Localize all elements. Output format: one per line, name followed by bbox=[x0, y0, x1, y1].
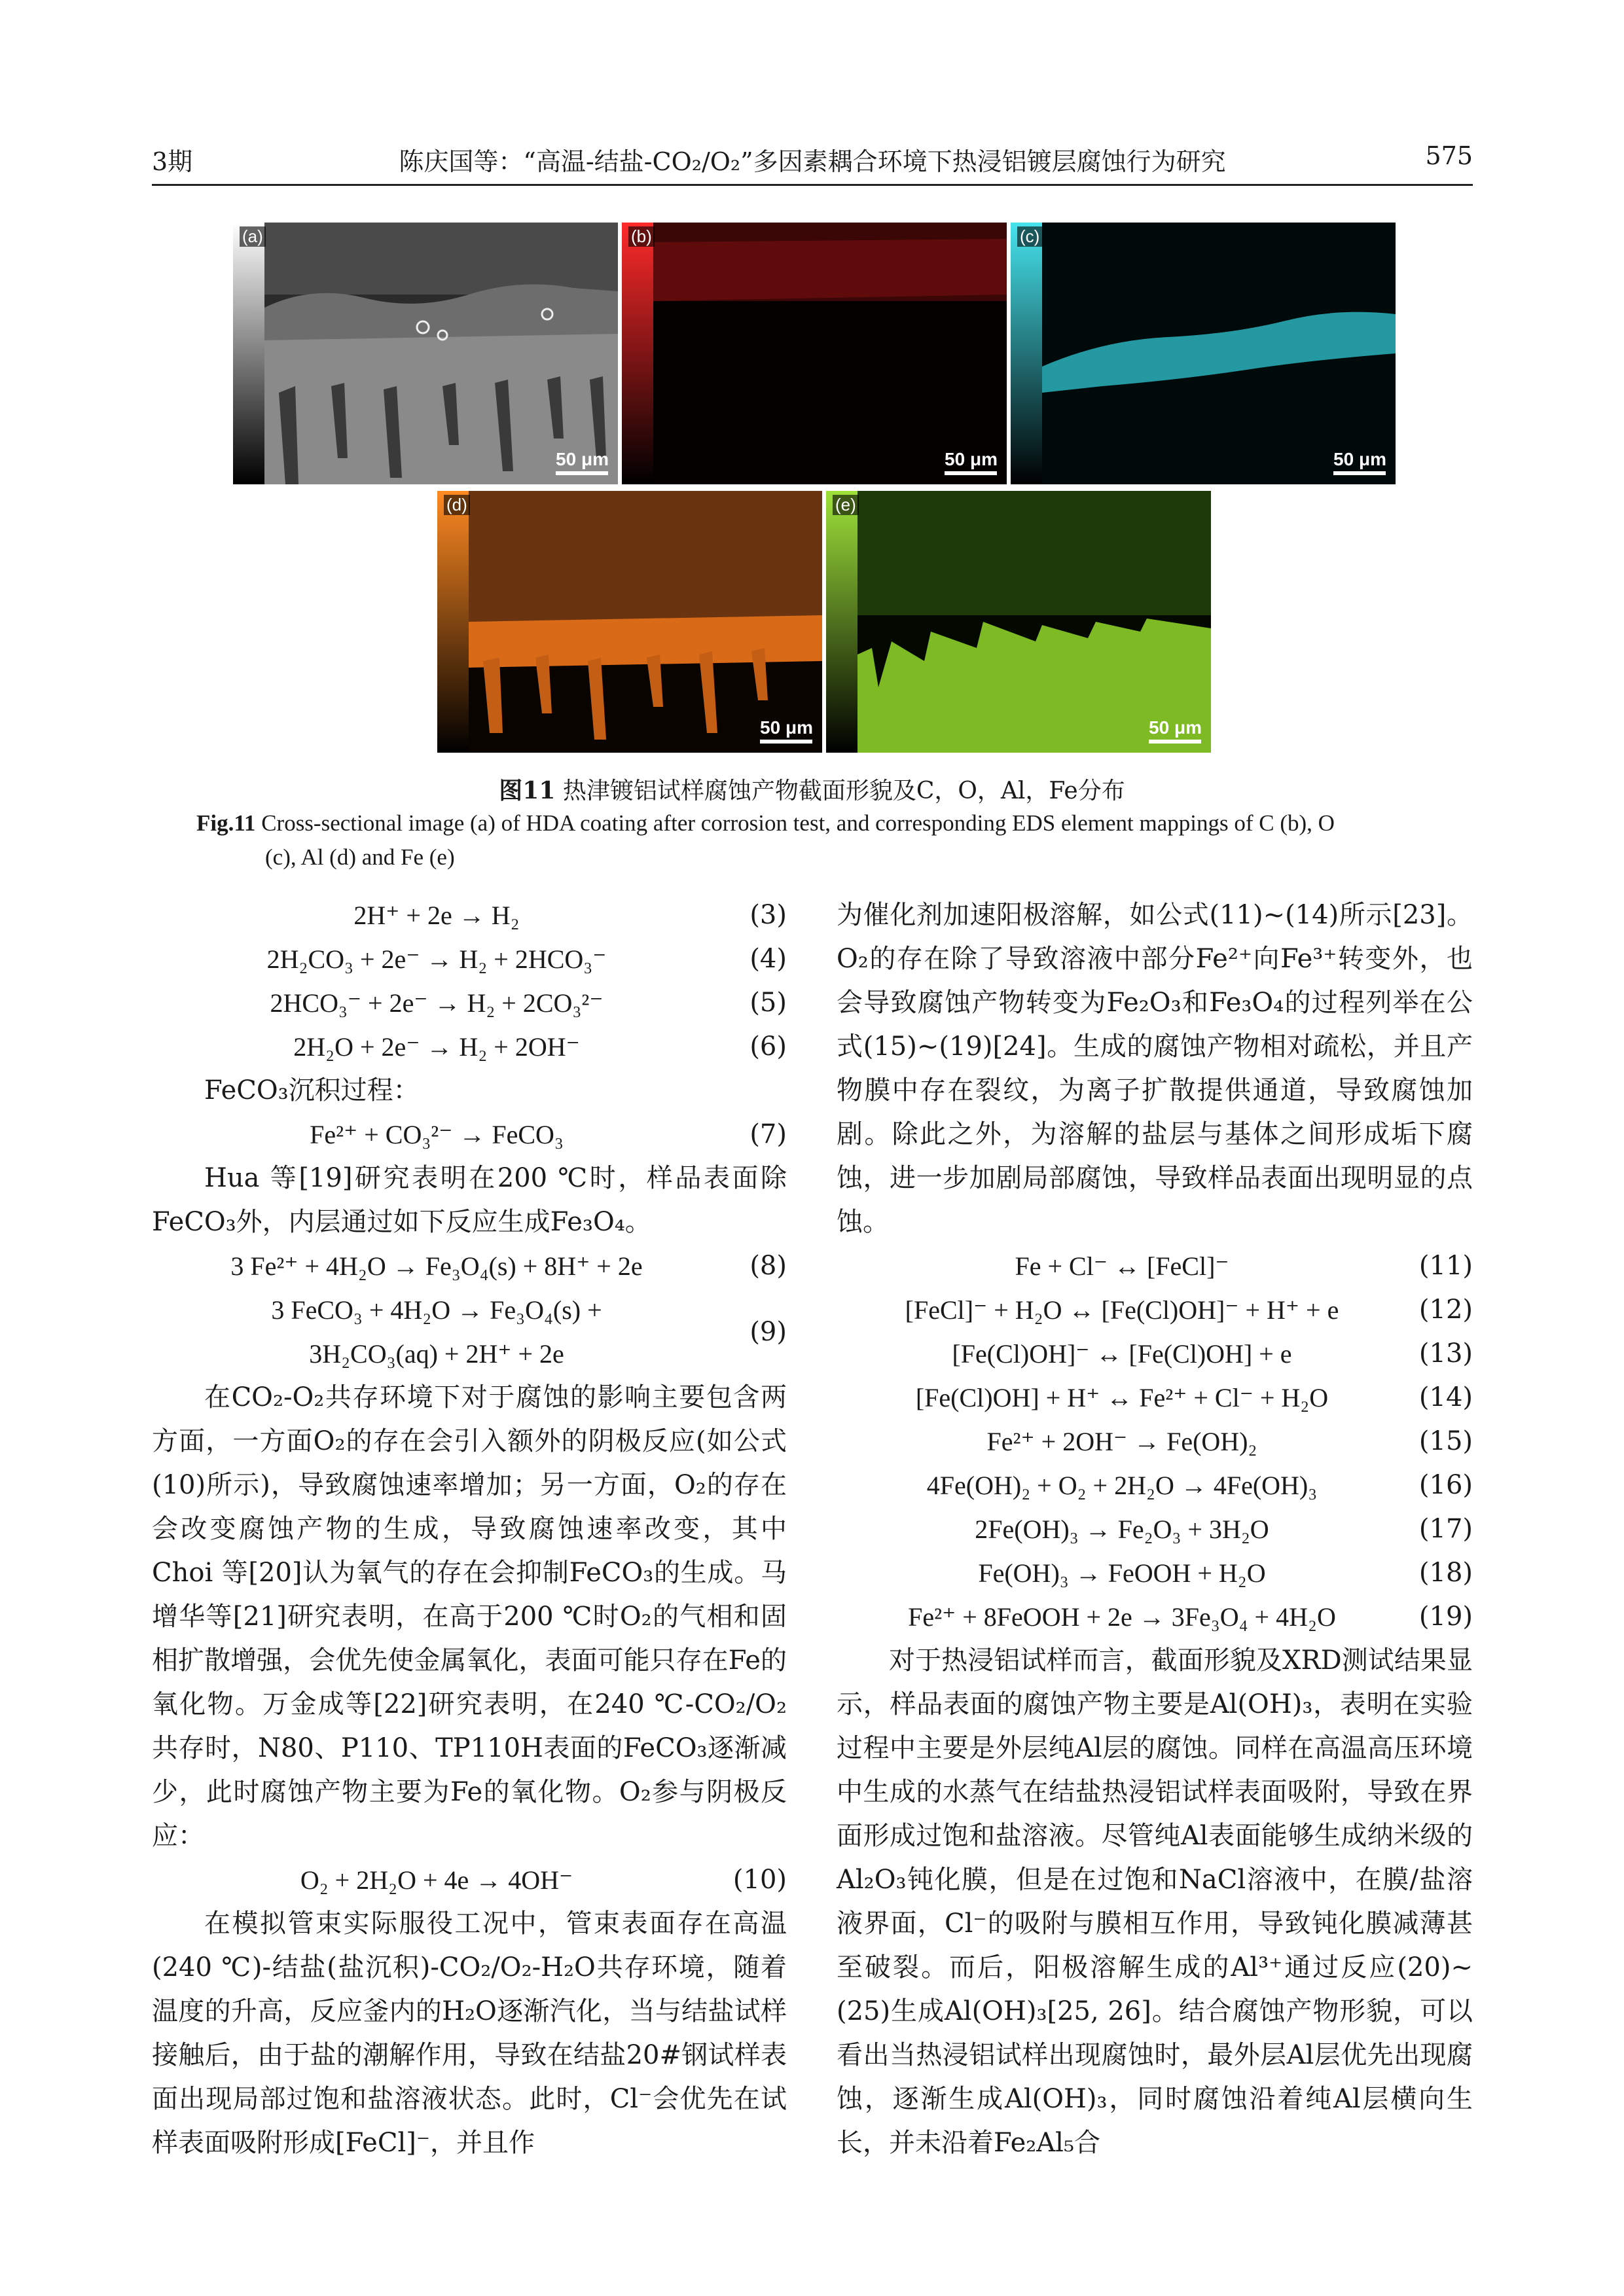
equation-4: 2H₂CO₃ + 2e⁻ → H₂ + 2HCO₃⁻ (4) bbox=[266, 944, 787, 974]
eds-map-fe bbox=[826, 491, 1211, 753]
equation-5: 2HCO₃⁻ + 2e⁻ → H₂ + 2CO₃²⁻ (5) bbox=[270, 988, 787, 1018]
paragraph: 对于热浸铝试样而言，截面形貌及XRD测试结果显示，样品表面的腐蚀产物主要是Al(OH)₃，表明在实验过程中主要是外层纯Al层的腐蚀。同样在高温高压环境中生成的水蒸气在结盐热浸铝试样表面吸附，导致在界面形成过饱和盐溶液。尽管纯Al表面能够生成纳米级的Al₂O₃钝化膜，但是在过饱和NaCl溶液中，在膜/盐溶液界面，Cl⁻的吸附与膜相互作用，导致钝化膜减薄甚至破裂。而后，阳极溶解生成的Al³⁺通过反应(20)~(25)生成Al(OH)₃[25, 26]。结合腐蚀产物形貌，可以看出当热浸铝试样出现腐蚀时，最外层Al层优先出现腐蚀，逐渐生成Al(OH)₃，同时腐蚀沿着纯Al层横向生长，并未沿着Fe₂Al₅合 bbox=[837, 1645, 1473, 2158]
panel-label: (b) bbox=[628, 226, 655, 247]
equation-7: Fe²⁺ + CO₃²⁻ → FeCO₃ (7) bbox=[310, 1119, 787, 1149]
scale-bar: 50 μm bbox=[1149, 717, 1202, 744]
eds-map-o bbox=[1011, 223, 1396, 484]
scale-bar: 50 μm bbox=[760, 717, 813, 744]
page-number: 575 bbox=[1425, 141, 1473, 170]
panel-label: (c) bbox=[1017, 226, 1042, 247]
eds-map-c bbox=[622, 223, 1007, 484]
issue-number: 3期 bbox=[152, 147, 193, 176]
panel-label: (a) bbox=[240, 226, 266, 247]
equation-17: 2Fe(OH)₃ → Fe₂O₃ + 3H₂O (17) bbox=[975, 1514, 1473, 1544]
figure-panel-d bbox=[437, 491, 822, 753]
eds-map-al bbox=[437, 491, 822, 753]
paragraph: Hua 等[19]研究表明在200 ℃时，样品表面除FeCO₃外，内层通过如下反应生成Fe₃O₄。 bbox=[152, 1163, 787, 1237]
equation-14: [Fe(Cl)OH] + H⁺ ↔ Fe²⁺ + Cl⁻ + H₂O (14) bbox=[915, 1382, 1473, 1412]
paragraph: FeCO₃沉积过程： bbox=[204, 1075, 420, 1105]
equation-18: Fe(OH)₃ → FeOOH + H₂O (18) bbox=[978, 1558, 1473, 1588]
running-header bbox=[152, 139, 1473, 178]
equation-9: 3 FeCO₃ + 4H₂O → Fe₃O₄(s) + 3H₂CO₃(aq) + 2H⁺ + 2e (9) bbox=[271, 1295, 787, 1369]
scale-bar: 50 μm bbox=[945, 449, 998, 475]
panel-label: (e) bbox=[833, 495, 859, 515]
figure-panel-c bbox=[1011, 223, 1396, 484]
equation-19: Fe²⁺ + 8FeOOH + 2e → 3Fe₃O₄ + 4H₂O (19) bbox=[908, 1602, 1473, 1632]
right-column bbox=[837, 893, 1473, 2165]
figure-panel-b bbox=[622, 223, 1007, 484]
figure-panel-a bbox=[233, 223, 618, 484]
equation-3: 2H⁺ + 2e → H₂ (3) bbox=[353, 900, 787, 930]
equation-11: Fe + Cl⁻ ↔ [FeCl]⁻ (11) bbox=[1015, 1251, 1473, 1281]
figure-panel-e bbox=[826, 491, 1211, 753]
equation-13: [Fe(Cl)OH]⁻ ↔ [Fe(Cl)OH] + e (13) bbox=[952, 1338, 1473, 1369]
equation-16: 4Fe(OH)₂ + O₂ + 2H₂O → 4Fe(OH)₃ (16) bbox=[926, 1470, 1473, 1500]
paragraph: 为催化剂加速阳极溶解，如公式(11)~(14)所示[23]。O₂的存在除了导致溶液中部分Fe²⁺向Fe³⁺转变外，也会导致腐蚀产物转变为Fe₂O₃和Fe₃O₄的过程列举在公式(15)~(19)[24]。生成的腐蚀产物相对疏松，并且产物膜中存在裂纹，为离子扩散提供通道，导致腐蚀加剧。除此之外，为溶解的盐层与基体之间形成垢下腐蚀，进一步加剧局部腐蚀，导致样品表面出现明显的点蚀。 bbox=[837, 900, 1473, 1237]
equation-12: [FeCl]⁻ + H₂O ↔ [Fe(Cl)OH]⁻ + H⁺ + e (12) bbox=[905, 1295, 1473, 1325]
panel-label: (d) bbox=[444, 495, 470, 515]
equation-6: 2H₂O + 2e⁻ → H₂ + 2OH⁻ (6) bbox=[293, 1031, 787, 1062]
equation-15: Fe²⁺ + 2OH⁻ → Fe(OH)₂ (15) bbox=[986, 1426, 1473, 1456]
running-title: 陈庆国等：“高温-结盐-CO₂/O₂”多因素耦合环境下热浸铝镀层腐蚀行为研究 bbox=[399, 147, 1226, 176]
figure-caption-en: Fig.11 Cross-sectional image (a) of HDA coating after corrosion test, and corresponding EDS element mappings of C (b), O (c), Al (d) and Fe (e) bbox=[196, 810, 1335, 870]
scale-bar: 50 μm bbox=[1333, 449, 1386, 475]
equation-10: O₂ + 2H₂O + 4e → 4OH⁻ (10) bbox=[300, 1865, 787, 1895]
equation-8: 3 Fe²⁺ + 4H₂O → Fe₃O₄(s) + 8H⁺ + 2e (8) bbox=[230, 1251, 787, 1281]
figure-caption-cn: 图11 热津镀铝试样腐蚀产物截面形貌及C，O，Al，Fe分布 bbox=[499, 777, 1125, 804]
sem-image bbox=[233, 223, 618, 484]
left-column bbox=[152, 893, 787, 2165]
paragraph: 在模拟管束实际服役工况中，管束表面存在高温(240 ℃)-结盐(盐沉积)-CO₂/O₂-H₂O共存环境，随着温度的升高，反应釜内的H₂O逐渐汽化，当与结盐试样接触后，由于盐的潮解作用，导致在结盐20#钢试样表面出现局部过饱和盐溶液状态。此时，Cl⁻会优先在试样表面吸附形成[FeCl]⁻，并且作 bbox=[152, 1909, 787, 2158]
paragraph: 在CO₂-O₂共存环境下对于腐蚀的影响主要包含两方面，一方面O₂的存在会引入额外的阴极反应(如公式(10)所示)，导致腐蚀速率增加；另一方面，O₂的存在会改变腐蚀产物的生成，导致腐蚀速率改变，其中Choi 等[20]认为氧气的存在会抑制FeCO₃的生成。马增华等[21]研究表明，在高于200 ℃时O₂的气相和固相扩散增强，会优先使金属氧化，表面可能只存在Fe的氧化物。万金成等[22]研究表明，在240 ℃-CO₂/O₂共存时，N80、P110、TP110H表面的FeCO₃逐渐减少，此时腐蚀产物主要为Fe的氧化物。O₂参与阴极反应： bbox=[152, 1382, 787, 1851]
scale-bar: 50 μm bbox=[556, 449, 609, 475]
header-rule bbox=[152, 184, 1473, 186]
